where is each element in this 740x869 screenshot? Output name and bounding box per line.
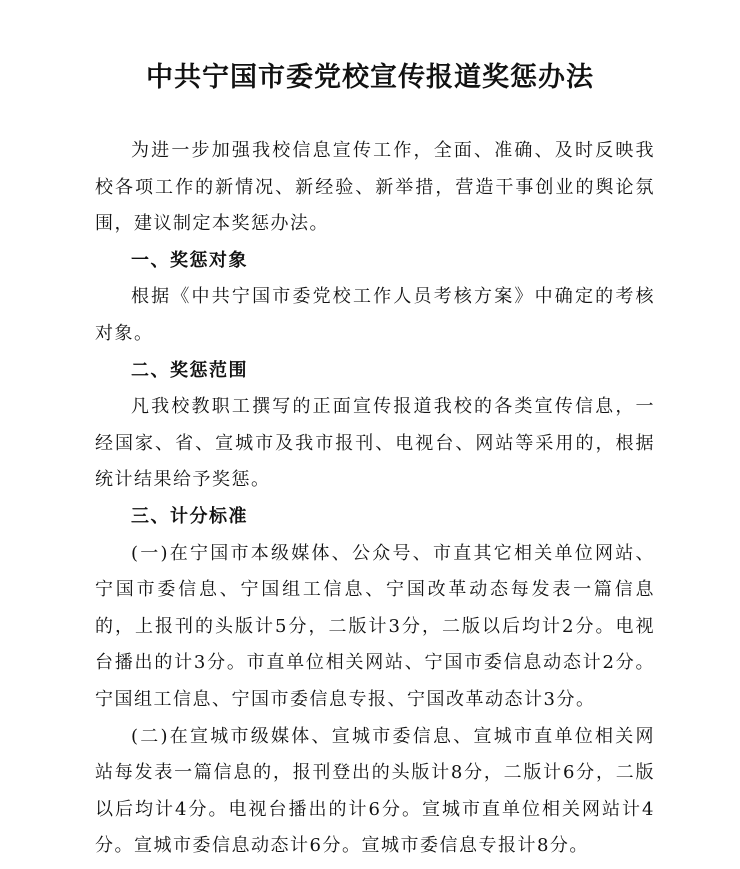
- intro-paragraph: 为进一步加强我校信息宣传工作，全面、准确、及时反映我校各项工作的新情况、新经验、新举措，营造干事创业的舆论氛围，建议制定本奖惩办法。: [95, 140, 655, 235]
- scoring-rule-xuancheng: (二)在宣城市级媒体、宣城市委信息、宣城市直单位相关网站每发表一篇信息的，报刊登出的头版计8分，二版计6分，二版以后均计4分。电视台播出的计6分。宣城市直单位相关网站计4分。宣城市委信息动态计6分。宣城市委信息专报计8分。: [95, 725, 655, 857]
- section-paragraph: 凡我校教职工撰写的正面宣传报道我校的各类宣传信息，一经国家、省、宣城市及我市报刊、电视台、网站等采用的，根据统计结果给予奖惩。: [95, 396, 655, 491]
- section-heading-scope: 二、奖惩范围: [131, 359, 248, 381]
- scoring-rule-local: (一)在宁国市本级媒体、公众号、市直其它相关单位网站、宁国市委信息、宁国组工信息、宁国改革动态每发表一篇信息的，上报刊的头版计5分，二版计3分，二版以后均计2分。电视台播出的计3分。市直单位相关网站、宁国市委信息动态计2分。宁国组工信息、宁国市委信息专报、宁国改革动态计3分。: [95, 542, 655, 710]
- section-paragraph: 根据《中共宁国市委党校工作人员考核方案》中确定的考核对象。: [95, 286, 655, 344]
- section-heading-targets: 一、奖惩对象: [131, 249, 248, 271]
- document-body: [95, 133, 655, 865]
- section-heading-scoring: 三、计分标准: [131, 505, 248, 527]
- document-title: 中共宁国市委党校宣传报道奖惩办法: [146, 62, 594, 93]
